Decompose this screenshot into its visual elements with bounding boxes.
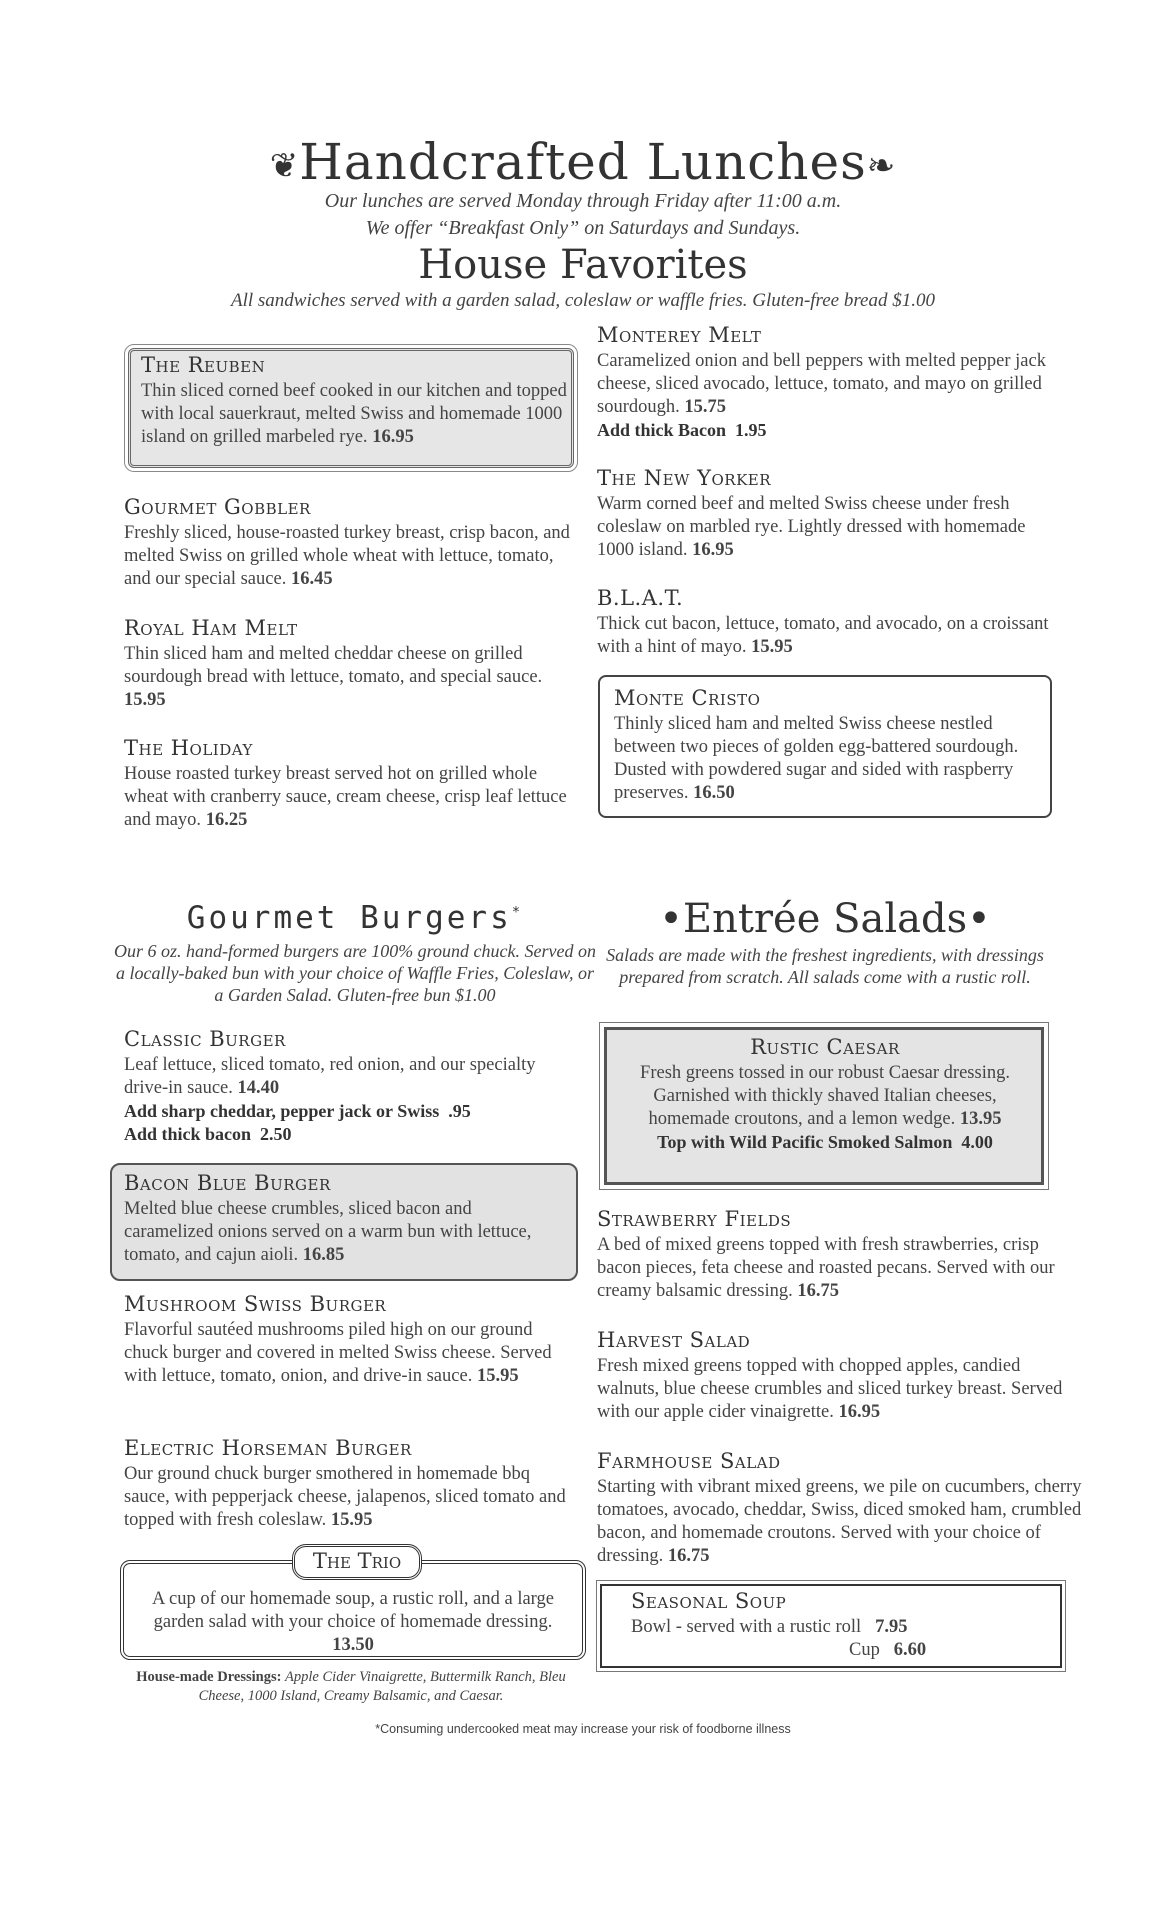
house-favorites-subtitle: All sandwiches served with a garden salad, coleslaw or waffle fries. Gluten-free bread $1.00 <box>231 290 935 311</box>
menu-item-farmhouse-salad: Farmhouse Salad Starting with vibrant mixed greens, we pile on cucumbers, cherry tomatoes, avocado, cheddar, Swiss, diced smoked ham, crumbled bacon, and homemade croutons. Served with your choice of dressing. 16.75 <box>597 1449 1082 1566</box>
right-flourish-icon: ❧ <box>866 146 897 186</box>
left-flourish-icon: ❦ <box>269 146 300 186</box>
menu-item-reuben: The Reuben Thin sliced corned beef cooked in our kitchen and topped with local sauerkraut, melted Swiss and homemade 1000 island on grilled marbeled rye. 16.95 <box>141 353 567 447</box>
menu-item-classic-burger: Classic Burger Leaf lettuce, sliced tomato, red onion, and our specialty drive-in sauce. 14.40 Add sharp cheddar, pepper jack or Swiss .95 Add thick bacon 2.50 <box>124 1027 536 1144</box>
salads-intro: Salads are made with the freshest ingredients, with dressings prepared from scratch. All salads come with a rustic roll. <box>606 945 1044 987</box>
menu-item-monterey-melt: Monterey Melt Caramelized onion and bell peppers with melted pepper jack cheese, sliced avocado, lettuce, tomato, and mayo on grilled sourdough. 15.75 Add thick Bacon 1.95 <box>597 323 1046 440</box>
menu-item-the-holiday: The Holiday House roasted turkey breast served hot on grilled whole wheat with cranberry sauce, cream cheese, crisp leaf lettuce and mayo. 16.25 <box>124 736 567 830</box>
house-dressings-note: House-made Dressings: Apple Cider Vinaigrette, Buttermilk Ranch, Bleu Cheese, 1000 Island, Creamy Balsamic, and Caesar. <box>136 1669 566 1704</box>
menu-item-new-yorker: The New Yorker Warm corned beef and melted Swiss cheese under fresh coleslaw on marbled rye. Lightly dressed with homemade 1000 island. 16.95 <box>597 466 1026 560</box>
burgers-intro: Our 6 oz. hand-formed burgers are 100% ground chuck. Served on a locally-baked bun with your choice of Waffle Fries, Coleslaw, or a Garden Salad. Gluten-free bun $1.00 <box>114 941 596 1005</box>
menu-item-trio: A cup of our homemade soup, a rustic roll, and a large garden salad with your choice of homemade dressing. 13.50 <box>152 1589 554 1655</box>
menu-item-bacon-blue-burger: Bacon Blue Burger Melted blue cheese crumbles, sliced bacon and caramelized onions served on a warm bun with lettuce, tomato, and cajun aioli. 16.85 <box>124 1171 532 1265</box>
trio-title: The Trio <box>292 1544 422 1580</box>
menu-item-blat: B.L.A.T. Thick cut bacon, lettuce, tomato, and avocado, on a croissant with a hint of mayo. 15.95 <box>597 586 1049 657</box>
menu-item-electric-horseman-burger: Electric Horseman Burger Our ground chuck burger smothered in homemade bbq sauce, with pepperjack cheese, jalapenos, sliced tomato and topped with fresh coleslaw. 15.95 <box>124 1436 566 1530</box>
burgers-title: Gourmet Burgers* <box>186 900 524 936</box>
menu-item-seasonal-soup: Seasonal Soup Bowl - served with a rustic roll 7.95 Cup 6.60 <box>631 1589 927 1660</box>
menu-item-monte-cristo: Monte Cristo Thinly sliced ham and melted Swiss cheese nestled between two pieces of golden egg-battered sourdough. Dusted with powdered sugar and sided with raspberry preserves. 16.50 <box>614 686 1019 803</box>
menu-item-mushroom-swiss-burger: Mushroom Swiss Burger Flavorful sautéed mushrooms piled high on our ground chuck burger and covered in melted Swiss cheese. Served with lettuce, tomato, onion, and drive-in sauce. 15.95 <box>124 1292 552 1386</box>
menu-item-rustic-caesar: Rustic Caesar Fresh greens tossed in our robust Caesar dressing. Garnished with thickly shaved Italian cheeses, homemade croutons, and a lemon wedge. 13.95 Top with Wild Pacific Smoked Salmon 4.00 <box>640 1035 1010 1152</box>
lunch-hours-note: Our lunches are served Monday through Friday after 11:00 a.m. We offer “Breakfast Only” on Saturdays and Sundays. <box>324 190 842 239</box>
house-favorites-title: House Favorites <box>418 242 748 288</box>
salads-title: •Entrée Salads• <box>659 896 991 942</box>
food-safety-disclaimer: *Consuming undercooked meat may increase your risk of foodborne illness <box>375 1722 791 1736</box>
menu-item-gourmet-gobbler: Gourmet Gobbler Freshly sliced, house-roasted turkey breast, crisp bacon, and melted Swiss on grilled whole wheat with lettuce, tomato, and our special sauce. 16.45 <box>124 495 570 589</box>
menu-item-strawberry-fields: Strawberry Fields A bed of mixed greens topped with fresh strawberries, crisp bacon pieces, feta cheese and roasted pecans. Served with our creamy balsamic dressing. 16.75 <box>597 1207 1055 1301</box>
page-title: ❦Handcrafted Lunches❧ <box>269 133 897 191</box>
menu-item-royal-ham-melt: Royal Ham Melt Thin sliced ham and melted cheddar cheese on grilled sourdough bread with lettuce, tomato, and special sauce. 15.95 <box>124 616 543 710</box>
menu-item-harvest-salad: Harvest Salad Fresh mixed greens topped with chopped apples, candied walnuts, blue cheese crumbles and sliced turkey breast. Served with our apple cider vinaigrette. 16.95 <box>597 1328 1063 1422</box>
